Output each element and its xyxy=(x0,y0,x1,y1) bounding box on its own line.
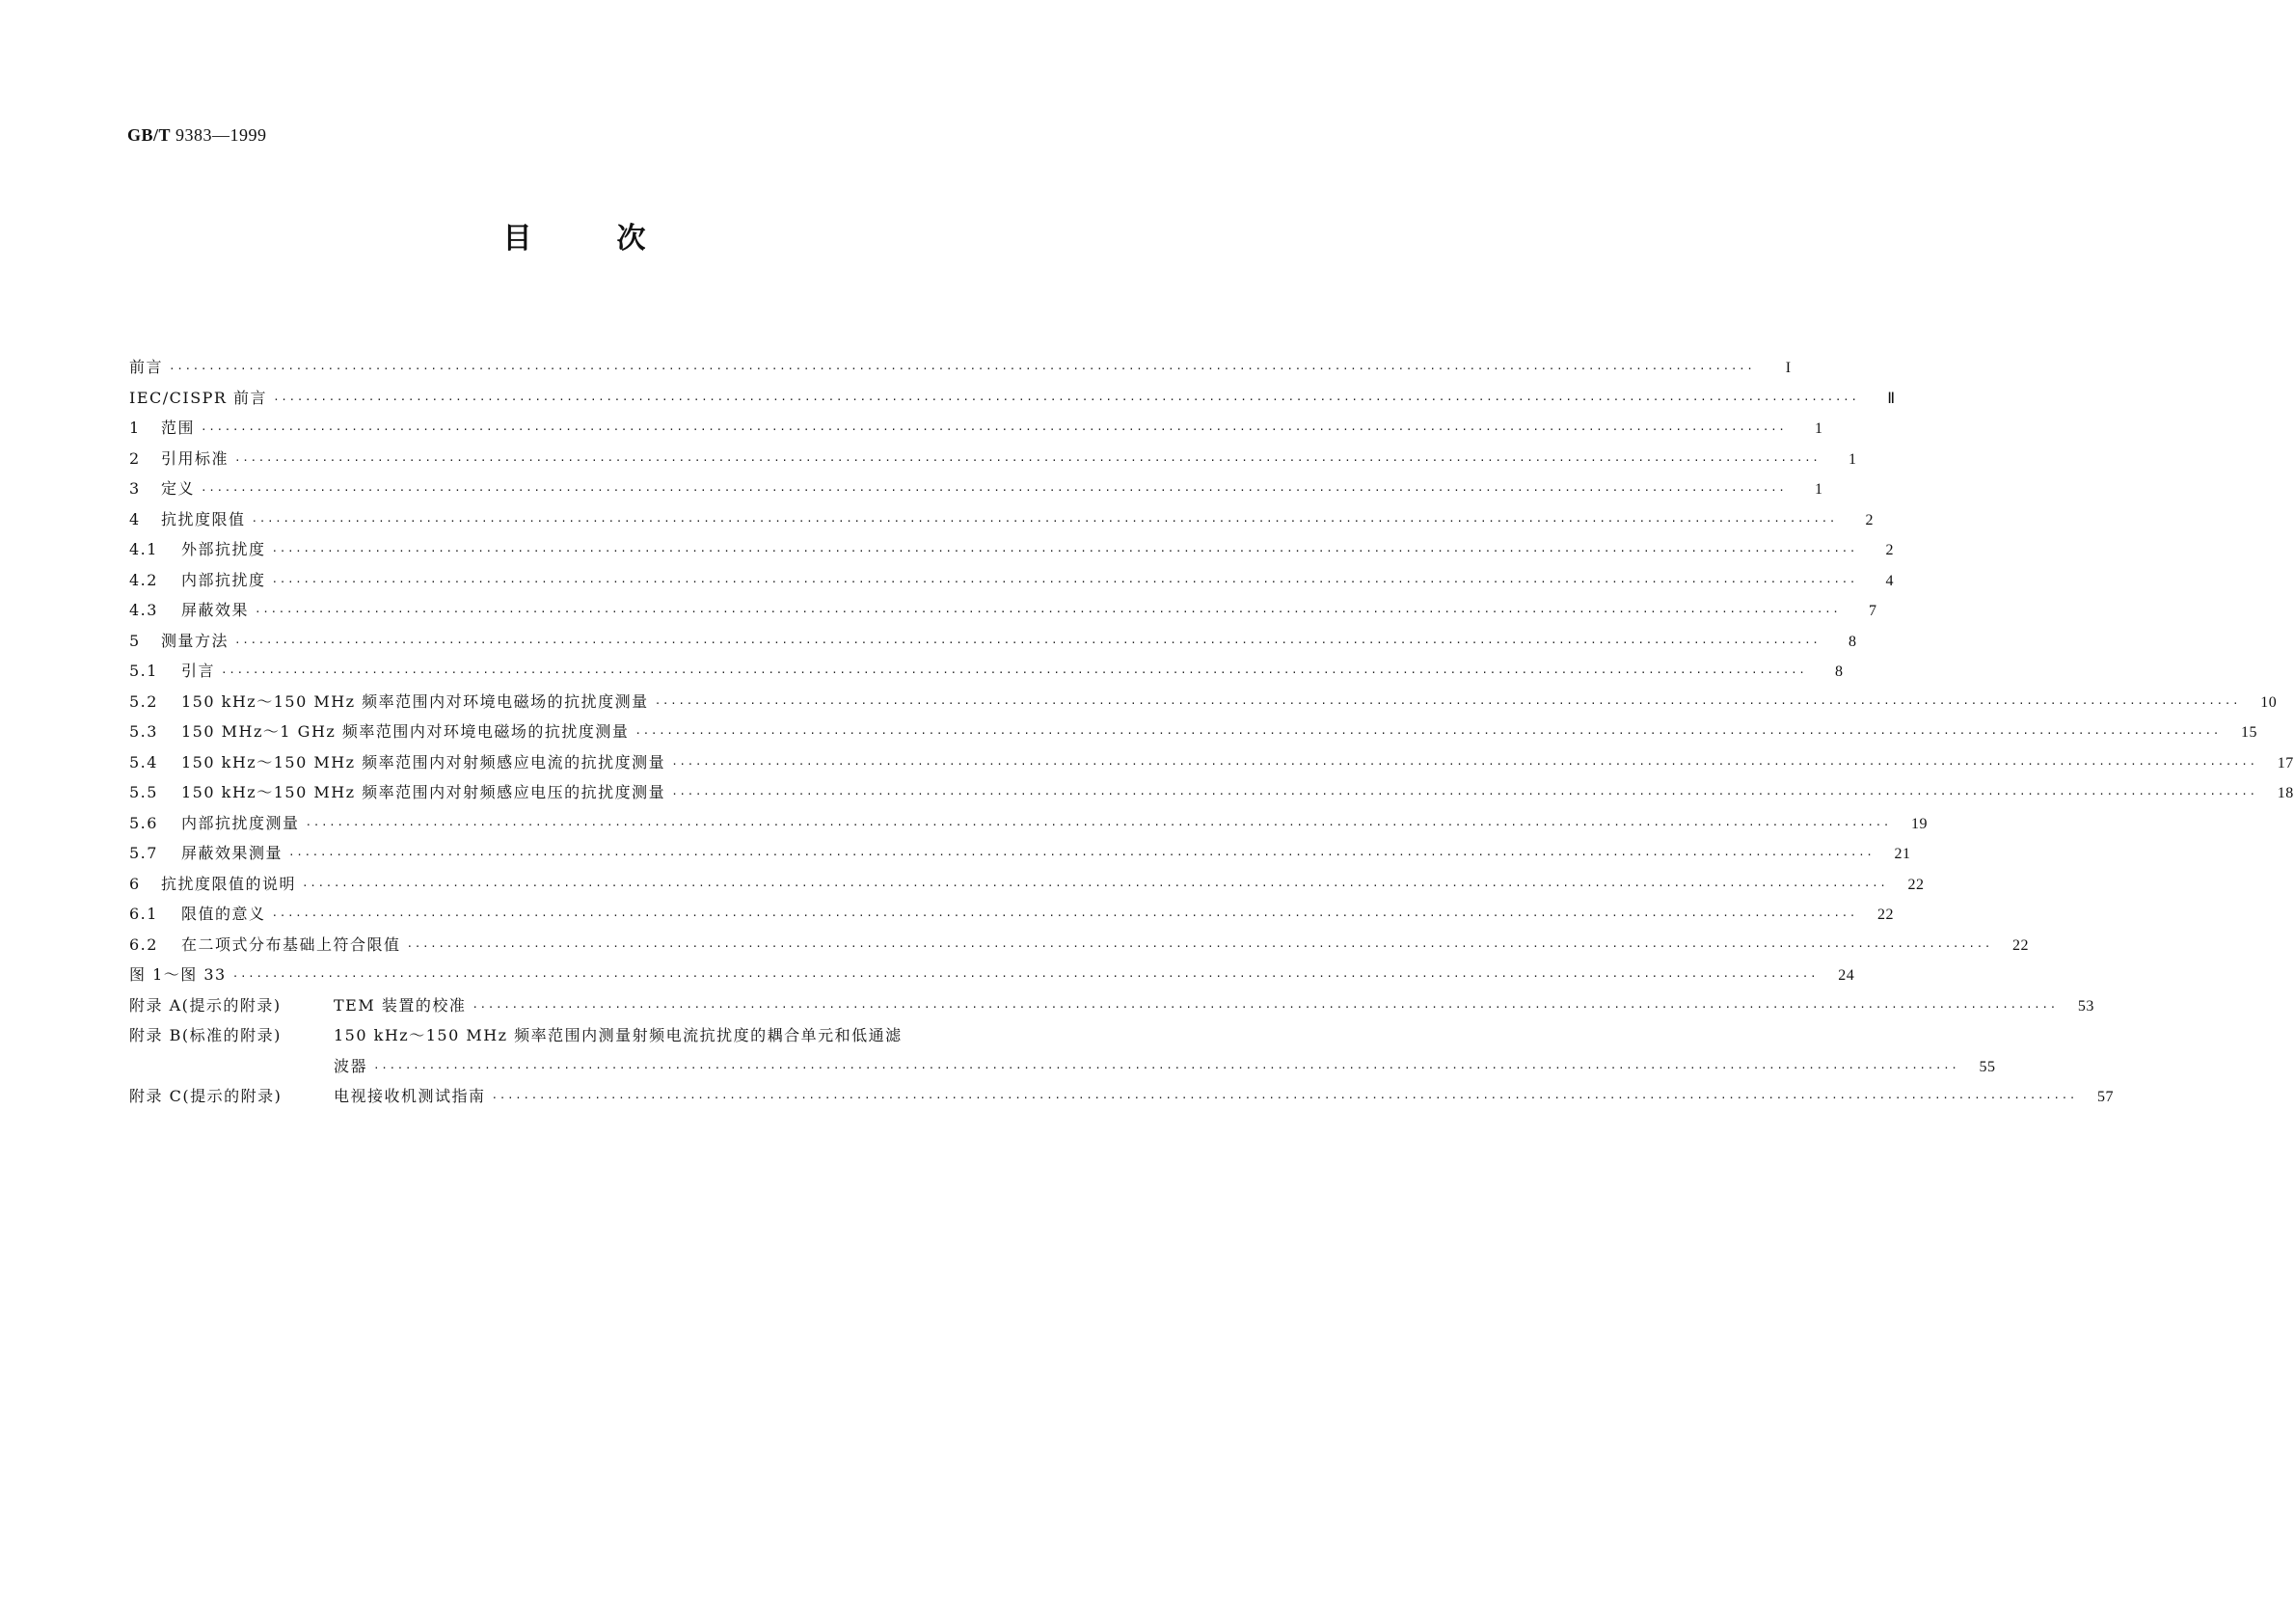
toc-entry-5-7[interactable] xyxy=(129,841,1911,872)
dot-leader: ········································································································································································································ xyxy=(169,363,1755,375)
toc-page-number: 22 xyxy=(2012,936,2030,954)
toc-entry-label: 引用标准 xyxy=(161,448,229,468)
toc-entry-number: 3 xyxy=(129,479,141,498)
toc-entry-label: 屏蔽效果 xyxy=(181,601,250,619)
toc-entry-1[interactable] xyxy=(129,416,1823,447)
toc-entry-label: 抗扰度限值 xyxy=(161,509,246,528)
toc-entry-4-1[interactable] xyxy=(129,537,1895,568)
dot-leader: ········································································································································································································ xyxy=(201,484,1787,497)
toc-entry-number: 5.1 xyxy=(129,662,158,680)
annex-heading: 附录 B(标准的附录) xyxy=(129,1026,282,1044)
dot-leader: ········································································································································································································ xyxy=(234,453,1821,467)
dot-leader: ········································································································································································································ xyxy=(634,727,2221,740)
toc-page-number: 21 xyxy=(1894,846,1911,862)
toc-entry-number: 5.5 xyxy=(129,783,158,801)
toc-entry-4-2[interactable] xyxy=(129,568,1895,599)
dot-leader: ········································································································································································································ xyxy=(406,939,1993,953)
dot-leader: ········································································································································································································ xyxy=(305,818,1892,831)
toc-entry-5-1[interactable] xyxy=(129,659,1844,690)
toc-entry-4-3[interactable] xyxy=(129,598,1877,629)
toc-page-number: 2 xyxy=(1865,511,1875,528)
toc-page-number: 22 xyxy=(1907,876,1925,893)
toc-entry-label: 在二项式分布基础上符合限值 xyxy=(181,934,401,954)
toc-entry-figures[interactable] xyxy=(129,962,1855,993)
toc-entry-6[interactable] xyxy=(129,872,1925,903)
toc-entry-6-1[interactable] xyxy=(129,902,1895,933)
toc-page-number: 19 xyxy=(1911,815,1929,832)
toc-page-number: 10 xyxy=(2260,693,2278,711)
toc-entry-number: 6.2 xyxy=(129,934,158,954)
toc-entry-5[interactable] xyxy=(129,629,1857,660)
toc-entry-label: 150 kHz～150 MHz 频率范围内对射频感应电压的抗扰度测量 xyxy=(181,783,666,801)
dot-leader: ········································································································································································································ xyxy=(255,606,1841,618)
toc-entry-4[interactable] xyxy=(129,507,1875,538)
toc-entry-label: 引言 xyxy=(181,662,216,680)
toc-entry-number: 4 xyxy=(129,509,141,528)
dot-leader: ········································································································································································································ xyxy=(271,575,1858,588)
toc-entry-label: TEM 装置的校准 xyxy=(334,995,467,1015)
dot-leader: ········································································································································································································ xyxy=(288,849,1875,861)
toc-entry-label: 150 MHz～1 GHz 频率范围内对环境电磁场的抗扰度测量 xyxy=(181,722,630,741)
toc-page-number: 57 xyxy=(2097,1089,2115,1105)
page-title: 目次 xyxy=(502,222,731,256)
toc-entry-label-continued: 波器 xyxy=(334,1056,368,1075)
toc-page-number: I xyxy=(1785,360,1792,376)
toc-page-number: 8 xyxy=(1835,663,1844,680)
toc-page-number: 55 xyxy=(1979,1058,1996,1075)
dot-leader: ········································································································································································································ xyxy=(251,514,1838,528)
toc-entry-label: 内部抗扰度 xyxy=(181,570,266,589)
toc-entry-iec-foreword[interactable] xyxy=(129,386,1896,417)
toc-entry-5-5[interactable] xyxy=(129,780,2294,811)
toc-entry-label: 150 kHz～150 MHz 频率范围内对环境电磁场的抗扰度测量 xyxy=(181,691,649,711)
toc-entry-5-3[interactable] xyxy=(129,719,2257,750)
toc-page-number: 24 xyxy=(1838,967,1855,984)
toc-entry-label: 150 kHz～150 MHz 频率范围内测量射频电流抗扰度的耦合单元和低通滤 xyxy=(334,1026,903,1044)
dot-leader: ········································································································································································································ xyxy=(221,666,1807,679)
toc-page-number: 1 xyxy=(1815,481,1823,498)
toc-entry-label: 电视接收机测试指南 xyxy=(334,1087,486,1105)
dot-leader: ········································································································································································································ xyxy=(231,970,1819,983)
toc-page-number: 4 xyxy=(1885,572,1895,589)
toc-entry-number: 5.4 xyxy=(129,752,158,771)
dot-leader: ········································································································································································································ xyxy=(302,879,1888,892)
toc-entry-number: 2 xyxy=(129,448,141,468)
toc-entry-number: 5.3 xyxy=(129,722,158,741)
dot-leader: ········································································································································································································ xyxy=(201,423,1787,436)
dot-leader: ········································································································································································································ xyxy=(373,1061,1959,1074)
annex-heading: 附录 C(提示的附录) xyxy=(129,1087,283,1105)
toc-entry-label: 限值的意义 xyxy=(181,905,266,923)
toc-entry-number: 4.3 xyxy=(129,601,158,619)
toc-entry-number: 4.1 xyxy=(129,540,158,558)
toc-entry-number: 5.2 xyxy=(129,691,158,711)
toc-entry-label: 抗扰度限值的说明 xyxy=(161,874,297,893)
dot-leader: ········································································································································································································ xyxy=(234,636,1821,649)
toc-entry-number: 1 xyxy=(129,419,141,437)
toc-page-number: 15 xyxy=(2240,724,2257,741)
toc-page-number: Ⅱ xyxy=(1887,390,1896,407)
annex-heading: 附录 A(提示的附录) xyxy=(129,995,282,1015)
toc-entry-annex-b-continued[interactable] xyxy=(129,1054,1996,1085)
toc-page-number: 2 xyxy=(1885,542,1895,558)
dot-leader: ········································································································································································································ xyxy=(472,1000,2058,1014)
toc-entry-number: 5.6 xyxy=(129,813,158,832)
toc-entry-5-6[interactable] xyxy=(129,811,1929,842)
toc-entry-label: 内部抗扰度测量 xyxy=(181,813,300,832)
toc-page-number: 8 xyxy=(1849,633,1857,650)
toc-entry-label: 150 kHz～150 MHz 频率范围内对射频感应电流的抗扰度测量 xyxy=(181,752,666,771)
toc-entry-number: 4.2 xyxy=(129,570,158,589)
standard-prefix: GB/T xyxy=(127,125,172,145)
toc-entry-number: 6.1 xyxy=(129,905,158,923)
toc-entry-label: 前言 xyxy=(129,358,164,376)
toc-entry-annex-a[interactable] xyxy=(129,993,2094,1024)
table-of-contents xyxy=(129,355,2294,1115)
dot-leader: ········································································································································································································ xyxy=(654,696,2241,710)
dot-leader: ········································································································································································································ xyxy=(273,392,1859,406)
toc-entry-label: 屏蔽效果测量 xyxy=(181,844,283,862)
toc-page-number: 22 xyxy=(1877,907,1895,923)
toc-page-number: 1 xyxy=(1815,420,1823,437)
toc-page-number: 18 xyxy=(2277,785,2294,801)
dot-leader: ········································································································································································································ xyxy=(671,788,2257,800)
standard-code xyxy=(127,125,267,146)
toc-entry-foreword[interactable] xyxy=(129,355,1792,386)
toc-entry-number: 5 xyxy=(129,631,141,650)
toc-page-number: 1 xyxy=(1849,450,1857,468)
toc-entry-label: 图 1～图 33 xyxy=(129,965,227,984)
toc-entry-6-2[interactable] xyxy=(129,933,2030,963)
toc-entry-annex-b[interactable] xyxy=(129,1023,1028,1054)
toc-entry-label: IEC/CISPR 前言 xyxy=(129,388,268,407)
toc-entry-label: 定义 xyxy=(161,479,196,498)
dot-leader: ········································································································································································································ xyxy=(491,1092,2078,1104)
standard-number: 9383—1999 xyxy=(171,125,267,145)
toc-entry-number: 6 xyxy=(129,874,141,893)
dot-leader: ········································································································································································································ xyxy=(271,909,1858,922)
toc-entry-label: 外部抗扰度 xyxy=(181,540,266,558)
toc-entry-label: 测量方法 xyxy=(161,631,229,650)
toc-entry-annex-c[interactable] xyxy=(129,1084,2115,1115)
toc-entry-number: 5.7 xyxy=(129,844,158,862)
toc-entry-5-2[interactable] xyxy=(129,690,2278,720)
toc-entry-3[interactable] xyxy=(129,476,1823,507)
toc-page-number: 17 xyxy=(2277,754,2294,771)
dot-leader: ········································································································································································································ xyxy=(671,757,2257,771)
toc-page-number: 53 xyxy=(2077,997,2094,1015)
toc-entry-5-4[interactable] xyxy=(129,750,2294,781)
toc-entry-label: 范围 xyxy=(161,419,196,437)
dot-leader: ········································································································································································································ xyxy=(271,545,1858,557)
toc-entry-2[interactable] xyxy=(129,447,1857,477)
toc-page-number: 7 xyxy=(1869,603,1877,619)
